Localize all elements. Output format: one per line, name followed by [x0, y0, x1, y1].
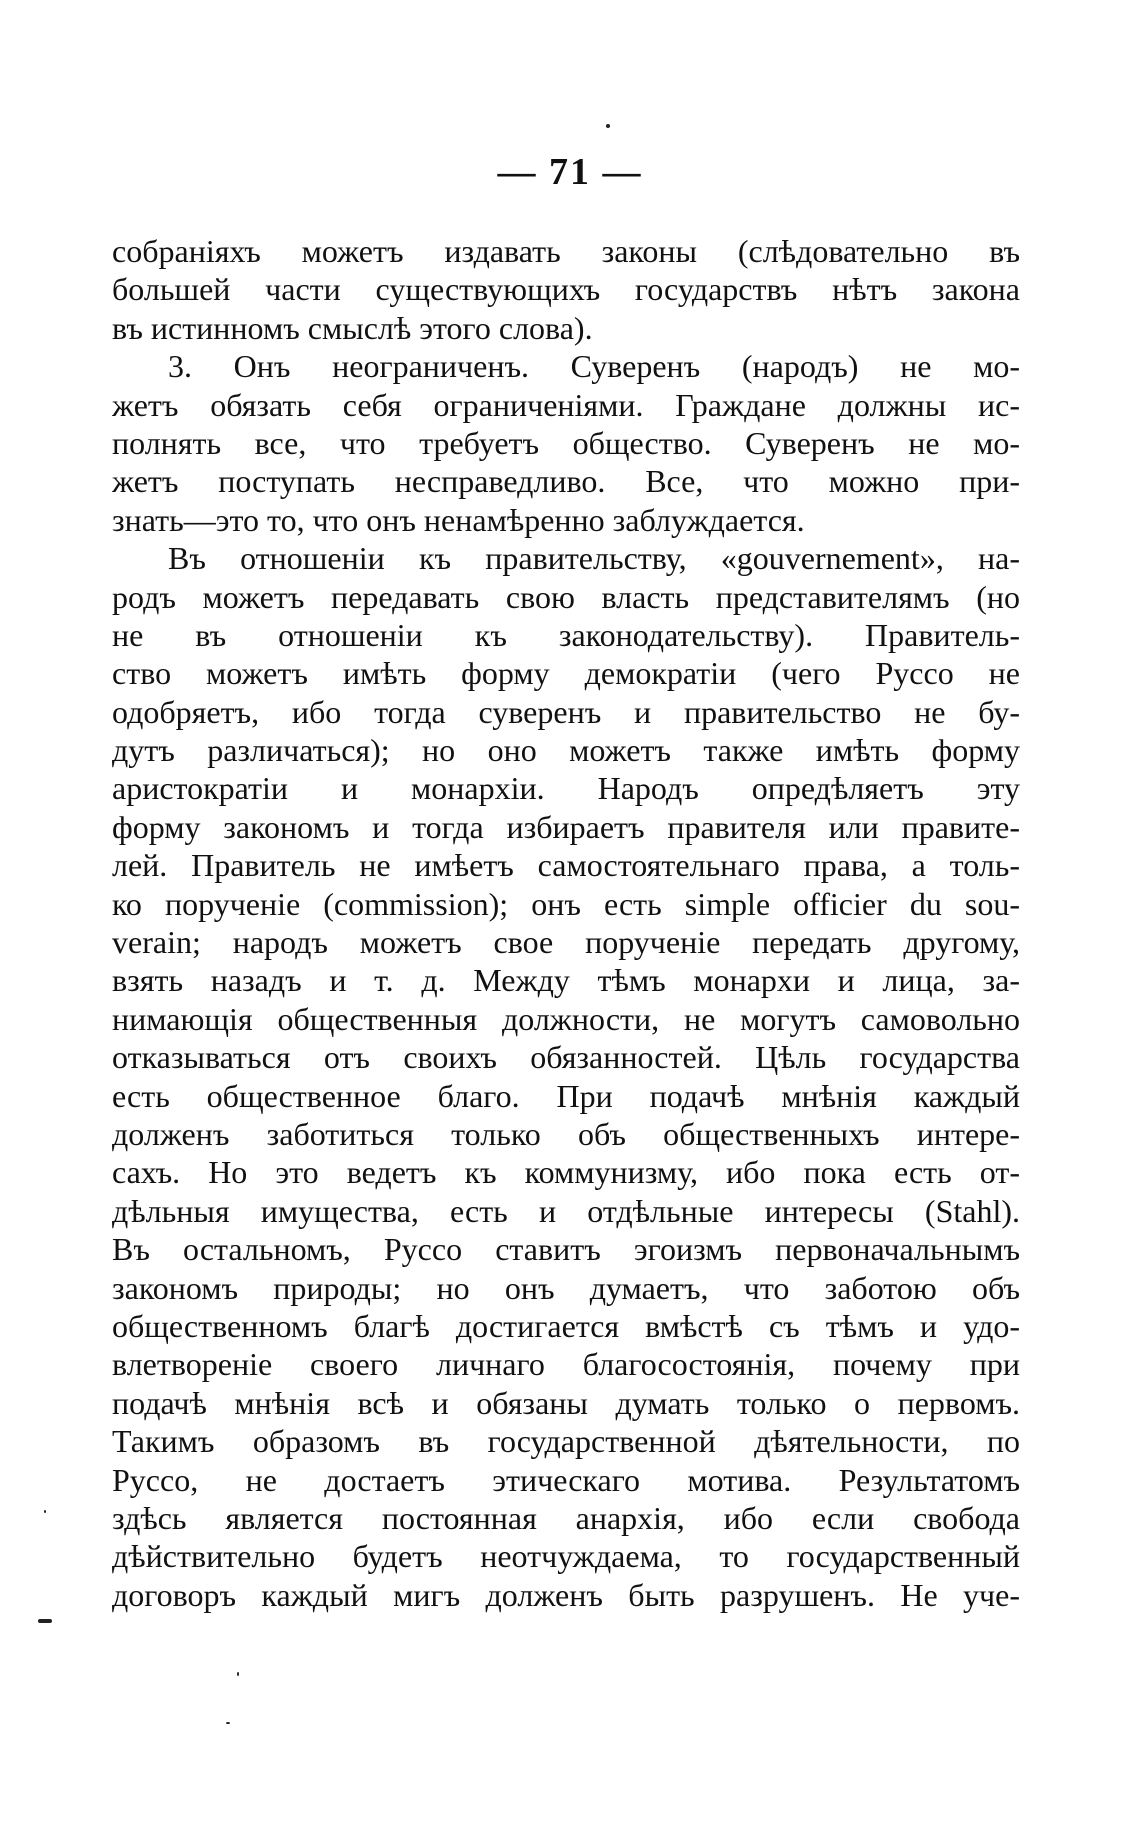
- text-line: подачѣ мнѣнія всѣ и обязаны думать только о первомъ.: [112, 1384, 1020, 1421]
- paragraph-start-line: Въ отношеніи къ правительству, «gouvernement», на-: [168, 540, 1020, 577]
- text-line: Руссо, не достаетъ этическаго мотива. Результатомъ: [112, 1461, 1020, 1498]
- scan-speck: [606, 124, 610, 128]
- text-line: сахъ. Но это ведетъ къ коммунизму, ибо пока есть от-: [112, 1154, 1020, 1191]
- text-line: жетъ поступать несправедливо. Все, что можно при-: [112, 463, 1020, 500]
- body-text: [112, 232, 1020, 1614]
- scan-speck: [38, 1619, 52, 1623]
- text-line: дутъ различаться); но оно можетъ также имѣть форму: [112, 732, 1020, 769]
- paragraph-start-line: 3. Онъ неограниченъ. Суверенъ (народъ) не мо-: [168, 348, 1020, 385]
- text-line: verain; народъ можетъ свое порученіе передать другому,: [112, 924, 1020, 961]
- text-line: большей части существующихъ государствъ нѣтъ закона: [112, 271, 1020, 308]
- scan-speck: [237, 1672, 239, 1676]
- text-line: долженъ заботиться только объ общественныхъ интере-: [112, 1115, 1020, 1152]
- text-line: взять назадъ и т. д. Между тѣмъ монархи и лица, за-: [112, 962, 1020, 999]
- text-line: общественномъ благѣ достигается вмѣстѣ съ тѣмъ и удо-: [112, 1307, 1020, 1344]
- text-line: полнять все, что требуетъ общество. Суверенъ не мо-: [112, 424, 1020, 461]
- text-line: знать—это то, что онъ ненамѣренно заблуждается.: [112, 501, 805, 538]
- text-line: есть общественное благо. При подачѣ мнѣнія каждый: [112, 1077, 1020, 1114]
- text-line: Такимъ образомъ въ государственной дѣятельности, по: [112, 1423, 1020, 1460]
- scan-speck: [226, 1722, 230, 1724]
- text-line: нимающія общественныя должности, не могутъ самовольно: [112, 1000, 1020, 1037]
- text-line: ство можетъ имѣть форму демократіи (чего Руссо не: [112, 655, 1020, 692]
- text-line: влетвореніе своего личнаго благосостоянія, почему при: [112, 1346, 1020, 1383]
- text-line: ко порученіе (commission); онъ есть simple officier du sou-: [112, 885, 1020, 922]
- text-line: здѣсь является постоянная анархія, ибо если свобода: [112, 1499, 1020, 1536]
- text-line: родъ можетъ передавать свою власть представителямъ (но: [112, 578, 1020, 615]
- text-line: не въ отношеніи къ законодательству). Правитель-: [112, 616, 1020, 653]
- text-line: отказываться отъ своихъ обязанностей. Цѣль государства: [112, 1039, 1020, 1076]
- text-line: въ истинномъ смыслѣ этого слова).: [112, 309, 593, 346]
- text-line: договоръ каждый мигъ долженъ быть разрушенъ. Не уче-: [112, 1576, 1020, 1613]
- page-number: — 71 —: [497, 151, 643, 193]
- text-line: аристократіи и монархіи. Народъ опредѣляетъ эту: [112, 770, 1020, 807]
- text-line: одобряетъ, ибо тогда суверенъ и правительство не бу-: [112, 693, 1020, 730]
- text-line: дѣйствительно будетъ неотчуждаема, то государственный: [112, 1538, 1020, 1575]
- text-line: закономъ природы; но онъ думаетъ, что заботою объ: [112, 1269, 1020, 1306]
- text-line: лей. Правитель не имѣетъ самостоятельнаго права, а толь-: [112, 847, 1020, 884]
- text-line: форму закономъ и тогда избираетъ правителя или правите-: [112, 808, 1020, 845]
- text-line: жетъ обязать себя ограниченіями. Граждане должны ис-: [112, 386, 1020, 423]
- text-line: дѣльныя имущества, есть и отдѣльные интересы (Stahl).: [112, 1192, 1020, 1229]
- text-line: Въ остальномъ, Руссо ставитъ эгоизмъ первоначальнымъ: [112, 1231, 1020, 1268]
- text-line: собраніяхъ можетъ издавать законы (слѣдовательно въ: [112, 233, 1020, 269]
- scan-speck: [44, 1510, 46, 1513]
